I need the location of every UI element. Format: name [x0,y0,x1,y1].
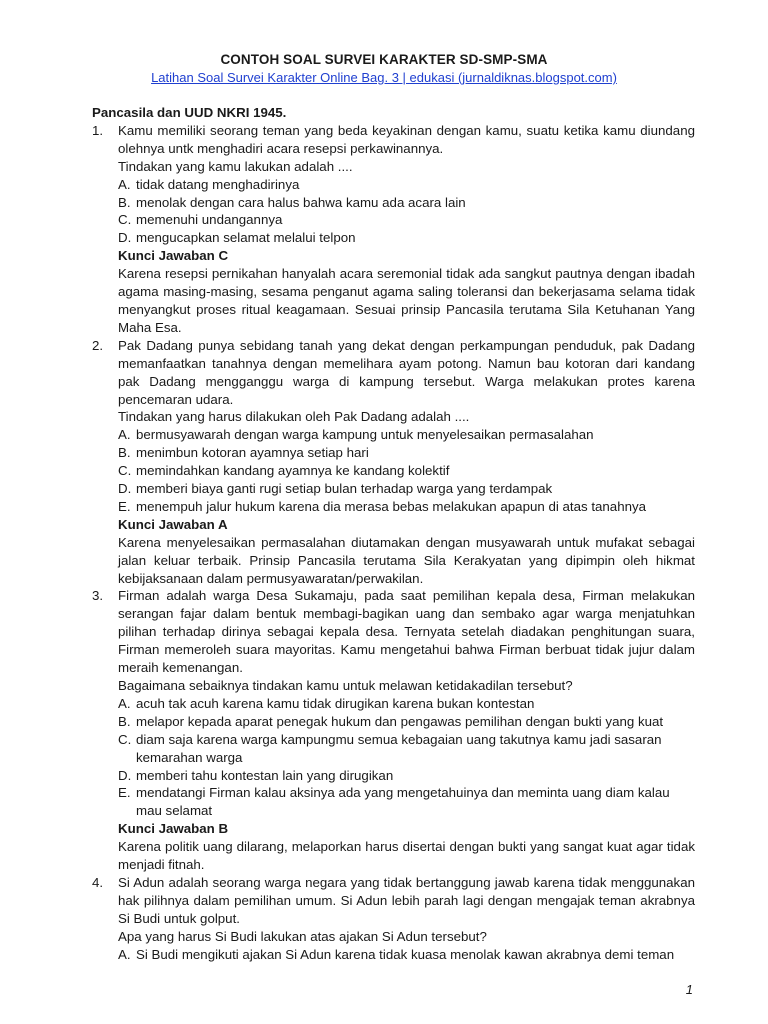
option-text: mengucapkan selamat melalui telpon [136,230,356,246]
option-text: menempuh jalur hukum karena dia merasa bebas melakukan apapun di atas tanahnya [136,498,647,514]
question-prompt: Apa yang harus Si Budi lakukan atas ajakan Si Adun tersebut? [118,928,487,944]
page-number: 1 [685,982,693,997]
answer-option [118,784,695,820]
question-item [92,122,695,337]
question-number: 2. [92,337,104,353]
option-letter: D. [118,767,132,783]
answer-option [118,695,695,713]
option-text: Si Budi mengikuti ajakan Si Adun karena tidak kuasa menolak kawan akrabnya demi teman [136,946,675,962]
answer-options [118,426,695,516]
option-letter: A. [118,695,131,711]
option-text: menimbun kotoran ayamnya setiap hari [136,445,369,461]
option-text: tidak datang menghadirinya [136,176,300,192]
option-text: bermusyawarah dengan warga kampung untuk menyelesaikan permasalahan [136,427,594,443]
option-text: memberi biaya ganti rugi setiap bulan terhadap warga yang terdampak [136,481,553,497]
option-letter: C. [118,463,132,479]
question-text: Si Adun adalah seorang warga negara yang tidak bertanggung jawab karena tidak menggunakan hak pilihnya dalam pemilihan umum. Si Adun lebih parah lagi dengan mengajak teman akrabnya Si Budi untuk golput. [118,874,695,926]
answer-option [118,713,695,731]
question-text: Kamu memiliki seorang teman yang beda keyakinan dengan kamu, suatu ketika kamu diundang olehnya untk menghadiri acara resepsi perkawinannya. [118,122,695,156]
question-text: Pak Dadang punya sebidang tanah yang dekat dengan perkampungan penduduk, pak Dadang memanfaatkan tanahnya dengan memelihara ayam potong. Namun bau kotoran dari kandang pak Dadang mengganggu warga di kampung tersebut. Warga melakukan protes karena pencemaran udara. [118,337,695,407]
option-letter: B. [118,713,131,729]
option-letter: D. [118,481,132,497]
question-prompt: Tindakan yang kamu lakukan adalah .... [118,158,353,174]
option-letter: B. [118,194,131,210]
answer-option [118,480,695,498]
question-text: Firman adalah warga Desa Sukamaju, pada saat pemilihan kepala desa, Firman melakukan serangan fajar dalam bentuk membagi-bagikan uang dan sembako agar warga menjatuhkan pilihan terhadap dirinya sebagai kepala desa. Ternyata setelah diadakan penghitungan suara, Firman memeroleh suara mayoritas. Kamu mengetahui bahwa Firman berbuat tidak jujur dalam meraih kemenangan. [118,588,695,676]
question-number: 3. [92,588,104,604]
option-letter: C. [118,212,132,228]
answer-option [118,731,695,767]
option-letter: C. [118,731,132,747]
question-prompt: Bagaimana sebaiknya tindakan kamu untuk melawan ketidakadilan tersebut? [118,678,573,693]
answer-option [118,946,695,964]
option-text: mendatangi Firman kalau aksinya ada yang mengetahuinya dan meminta uang diam kalau mau selamat [136,785,670,819]
document-body [92,104,695,964]
question-number: 1. [92,122,104,138]
question-number: 4. [92,874,104,890]
section-title: Pancasila dan UUD NKRI 1945. [92,105,287,120]
answer-option [118,498,695,516]
answer-options [118,946,695,964]
question-item [92,337,695,588]
option-text: menolak dengan cara halus bahwa kamu ada acara lain [136,194,466,210]
answer-option [118,229,695,247]
answer-explanation: Karena resepsi pernikahan hanyalah acara seremonial tidak ada sangkut pautnya dengan ibadah agama masing-masing, sesama penganut agama saling toleransi dan bekerjasama selama tidak menyangkut proses ritual keagamaan. Sesuai prinsip Pancasila terutama Sila Ketuhanan Yang Maha Esa. [118,266,695,335]
option-letter: D. [118,230,132,246]
answer-option [118,426,695,444]
option-letter: E. [118,498,131,514]
question-item [92,874,695,964]
answer-options [118,695,695,820]
answer-option [118,176,695,194]
answer-key: Kunci Jawaban C [118,248,229,264]
option-letter: E. [118,785,131,801]
source-link[interactable]: Latihan Soal Survei Karakter Online Bag. 3 | edukasi (jurnaldiknas.blogspot.com) [151,70,617,85]
option-text: acuh tak acuh karena kamu tidak dirugikan karena bukan kontestan [136,695,535,711]
answer-option [118,444,695,462]
option-text: melapor kepada aparat penegak hukum dan pengawas pemilihan dengan bukti yang kuat [136,713,664,729]
question-prompt: Tindakan yang harus dilakukan oleh Pak Dadang adalah .... [118,409,470,425]
document-title: CONTOH SOAL SURVEI KARAKTER SD-SMP-SMA [220,52,548,67]
option-text: memenuhi undangannya [136,212,283,228]
option-text: memindahkan kandang ayamnya ke kandang kolektif [136,463,450,479]
answer-options [118,176,695,248]
answer-option [118,767,695,785]
answer-option [118,462,695,480]
option-text: diam saja karena warga kampungmu semua kebagaian uang takutnya kamu jadi sasaran kemarahan warga [136,731,662,765]
option-letter: A. [118,176,131,192]
answer-key: Kunci Jawaban A [118,516,228,532]
option-letter: A. [118,946,131,962]
question-item [92,587,695,874]
question-list [92,122,695,964]
answer-explanation: Karena politik uang dilarang, melaporkan harus disertai dengan bukti yang sangat kuat agar tidak menjadi fitnah. [118,839,695,873]
option-letter: B. [118,445,131,461]
option-text: memberi tahu kontestan lain yang dirugikan [136,767,394,783]
option-letter: A. [118,427,131,443]
answer-option [118,194,695,212]
answer-explanation: Karena menyelesaikan permasalahan diutamakan dengan musyawarah untuk mufakat sebagai jalan keluar terbaik. Prinsip Pancasila terutama Sila Kerakyatan yang dipimpin oleh hikmat kebijaksanaan dalam permusyawaratan/perwakilan. [118,534,695,586]
answer-option [118,211,695,229]
answer-key: Kunci Jawaban B [118,821,229,837]
